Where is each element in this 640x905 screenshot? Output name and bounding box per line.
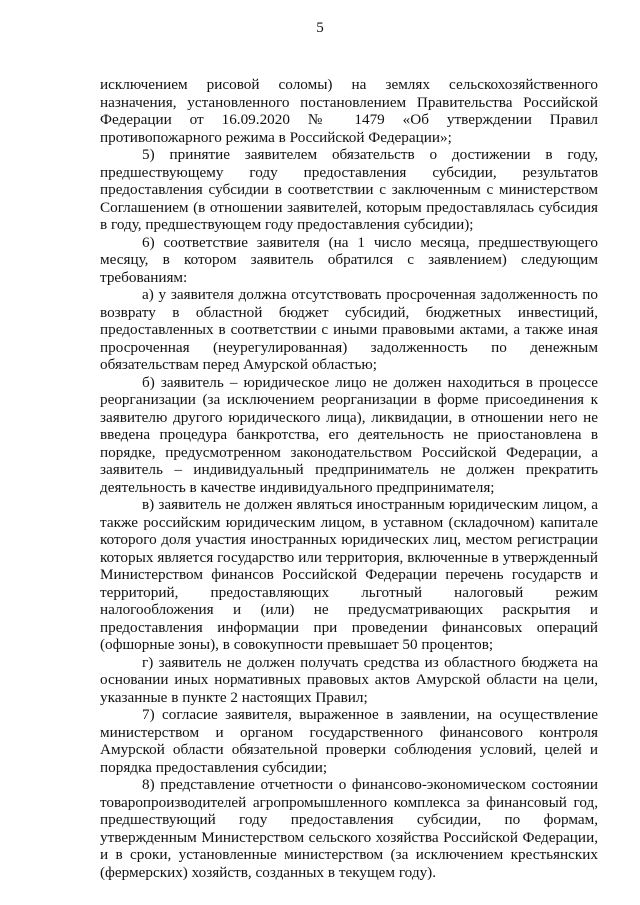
paragraph-subitem-b: б) заявитель – юридическое лицо не должен находиться в процессе реорганизации (за исключением реорганизации в форме присоединения к заявителю другого юридического лица), ликвидации, в отношении него не введена процедура банкротства, его деятельность не приостановлена в порядке, предусмотренном законодательством Российской Федерации, а заявитель – индивидуальный предприниматель не должен прекратить деятельность в качестве индивидуального предпринимателя;: [100, 373, 598, 496]
document-body: [100, 76, 598, 881]
paragraph-item-6: 6) соответствие заявителя (на 1 число месяца, предшествующего месяцу, в котором заявитель обратился с заявлением) следующим требованиям:: [100, 233, 598, 286]
paragraph-item-7: 7) согласие заявителя, выраженное в заявлении, на осуществление министерством и органом государственного финансового контроля Амурской области обязательной проверки соблюдения условий, целей и порядка предоставления субсидии;: [100, 706, 598, 776]
paragraph-item-8: 8) представление отчетности о финансово-экономическом состоянии товаропроизводителей агропромышленного комплекса за финансовый год, предшествующий году предоставления субсидии, по формам, утвержденным Министерством сельского хозяйства Российской Федерации, и в сроки, установленные министерством (за исключением крестьянских (фермерских) хозяйств, созданных в текущем году).: [100, 776, 598, 881]
paragraph-subitem-v: в) заявитель не должен являться иностранным юридическим лицом, а также российским юридическим лицом, в уставном (складочном) капитале которого доля участия иностранных юридических лиц, местом регистрации которых является государство или территория, включенные в утвержденный Министерством финансов Российской Федерации перечень государств и территорий, предоставляющих льготный налоговый режим налогообложения и (или) не предусматривающих раскрытия и предоставления информации при проведении финансовых операций (офшорные зоны), в совокупности превышает 50 процентов;: [100, 496, 598, 653]
page-number: 5: [316, 20, 324, 36]
paragraph-subitem-a: а) у заявителя должна отсутствовать просроченная задолженность по возврату в областной бюджет субсидий, бюджетных инвестиций, предоставленных в соответствии с иными правовыми актами, а также иная просроченная (неурегулированная) задолженность по денежным обязательствам перед Амурской областью;: [100, 286, 598, 373]
paragraph-continuation: исключением рисовой соломы) на землях сельскохозяйственного назначения, установленного постановлением Правительства Российской Федерации от 16.09.2020 № 1479 «Об утверждении Правил противопожарного режима в Российской Федерации»;: [100, 76, 598, 146]
paragraph-subitem-g: г) заявитель не должен получать средства из областного бюджета на основании иных нормативных правовых актов Амурской области на цели, указанные в пункте 2 настоящих Правил;: [100, 653, 598, 706]
paragraph-item-5: 5) принятие заявителем обязательств о достижении в году, предшествующему году предоставления субсидии, результатов предоставления субсидии в соответствии с заключенным с министерством Соглашением (в отношении заявителей, которым предоставлялась субсидия в году, предшествующем году предоставления субсидии);: [100, 146, 598, 233]
